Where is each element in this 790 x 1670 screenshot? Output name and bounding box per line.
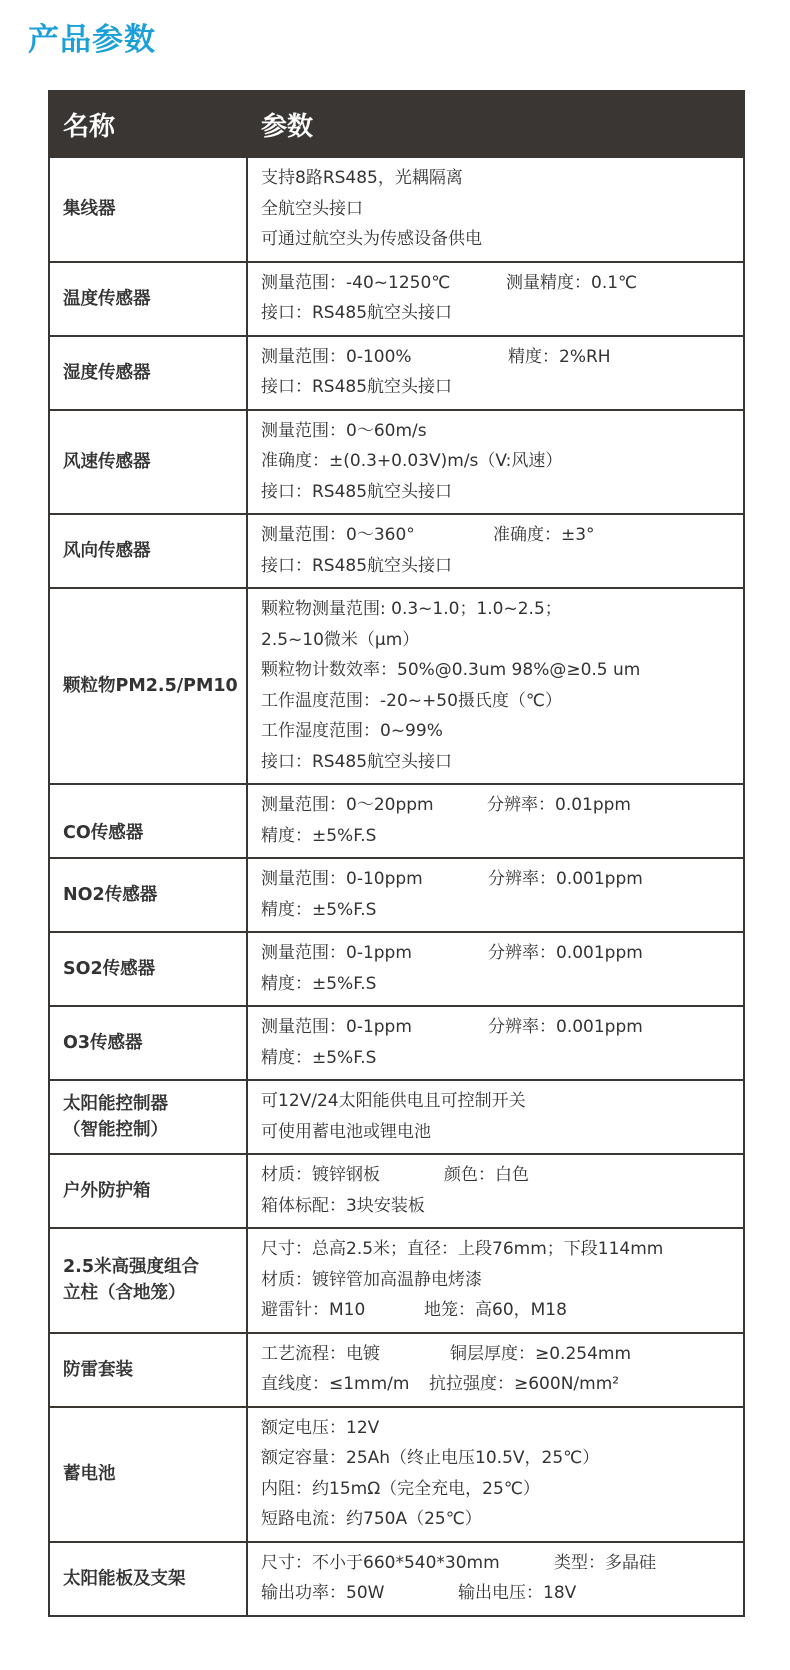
param-line — [261, 1086, 737, 1117]
row-name-cell — [49, 932, 247, 1006]
param-text: 测量范围：0-10ppm — [261, 869, 423, 889]
row-name: SO2传感器 — [63, 959, 156, 979]
row-name-cell — [49, 514, 247, 588]
row-name-cell — [49, 1542, 247, 1616]
column-header-param: 参数 — [247, 91, 744, 157]
param-text: 接口：RS485航空头接口 — [261, 377, 453, 397]
param-text: 可使用蓄电池或锂电池 — [261, 1121, 431, 1142]
param-line — [261, 1012, 737, 1043]
param-text: 额定容量：25Ah（终止电压10.5V，25℃） — [261, 1448, 600, 1468]
table-body — [49, 157, 744, 1616]
row-name: 立柱（含地笼） — [63, 1283, 186, 1304]
param-text: 测量范围：-40~1250℃ — [261, 272, 451, 293]
row-name: NO2传感器 — [63, 885, 158, 905]
param-text: 颜色：白色 — [444, 1165, 529, 1185]
row-name: 湿度传感器 — [63, 362, 151, 383]
param-line — [261, 686, 737, 717]
row-name: 2.5米高强度组合 — [63, 1257, 200, 1278]
param-line — [261, 1474, 737, 1505]
page-title: 产品参数 — [28, 22, 156, 58]
param-text: 分辨率：0.001ppm — [488, 869, 643, 889]
param-text: 输出功率：50W — [261, 1583, 385, 1603]
row-value-cell — [247, 157, 744, 262]
param-line — [261, 655, 737, 686]
param-line — [261, 1339, 737, 1370]
param-text: 材质：镀锌钢板 — [261, 1165, 380, 1185]
param-text: 测量范围：0～360° — [261, 525, 415, 545]
param-line — [261, 716, 737, 747]
param-line — [261, 625, 737, 656]
param-text: 测量精度：0.1℃ — [506, 272, 638, 293]
param-text: 接口：RS485航空头接口 — [261, 303, 453, 323]
row-value-cell — [247, 932, 744, 1006]
table-row — [49, 262, 744, 336]
param-text: 精度：±5%F.S — [261, 973, 377, 994]
param-text: 接口：RS485航空头接口 — [261, 555, 453, 576]
param-line — [261, 1265, 737, 1296]
row-name: 颗粒物PM2.5/PM10 — [63, 676, 238, 696]
param-line — [261, 747, 737, 778]
param-text: 避雷针：M10 — [261, 1300, 366, 1320]
param-line — [261, 594, 737, 625]
param-line — [261, 1117, 737, 1148]
row-name: （智能控制） — [63, 1120, 168, 1140]
param-text: 精度：2%RH — [508, 346, 611, 367]
param-text: 可12V/24太阳能供电且可控制开关 — [261, 1091, 526, 1111]
param-line — [261, 477, 737, 508]
param-text: 输出电压：18V — [458, 1583, 577, 1603]
param-line — [261, 1234, 737, 1265]
row-value-cell — [247, 784, 744, 858]
row-name-cell — [49, 784, 247, 858]
param-text: 内阻：约15mΩ（完全充电，25℃） — [261, 1478, 540, 1499]
row-name-cell — [49, 336, 247, 410]
table-row — [49, 1154, 744, 1228]
row-name-cell — [49, 858, 247, 932]
table-row — [49, 858, 744, 932]
param-text: 精度：±5%F.S — [261, 899, 377, 920]
param-text: 铜层厚度：≥0.254mm — [450, 1343, 632, 1364]
param-text: 2.5~10微米（μm） — [261, 629, 420, 650]
param-line — [261, 895, 737, 926]
param-line — [261, 342, 737, 373]
row-name: 防雷套装 — [63, 1359, 133, 1380]
table-row — [49, 588, 744, 784]
parameters-table — [48, 90, 745, 1617]
param-text: 抗拉强度：≥600N/mm² — [429, 1374, 620, 1394]
param-text: 测量范围：0-1ppm — [261, 1017, 412, 1037]
param-text: 准确度：±(0.3+0.03V)m/s（V:风速） — [261, 451, 563, 471]
param-text: 接口：RS485航空头接口 — [261, 751, 453, 772]
param-text: 准确度：±3° — [493, 525, 595, 545]
row-value-cell — [247, 858, 744, 932]
table-row — [49, 932, 744, 1006]
param-line — [261, 1413, 737, 1444]
param-text: 测量范围：0～60m/s — [261, 420, 427, 441]
row-value-cell — [247, 1333, 744, 1407]
param-text: 精度：±5%F.S — [261, 1047, 377, 1068]
table-row — [49, 157, 744, 262]
row-value-cell — [247, 1228, 744, 1333]
row-name-cell — [49, 1080, 247, 1154]
row-value-cell — [247, 1080, 744, 1154]
row-name-cell — [49, 1228, 247, 1333]
param-line — [261, 163, 737, 194]
param-text: 全航空头接口 — [261, 198, 363, 219]
param-line — [261, 938, 737, 969]
table-row — [49, 1006, 744, 1080]
row-name-cell — [49, 410, 247, 515]
param-line — [261, 821, 737, 852]
param-line — [261, 969, 737, 1000]
row-name-cell — [49, 588, 247, 784]
table-row — [49, 514, 744, 588]
param-line — [261, 864, 737, 895]
row-name: 户外防护箱 — [63, 1181, 151, 1201]
row-name-cell — [49, 1333, 247, 1407]
table-row — [49, 1333, 744, 1407]
param-line — [261, 1578, 737, 1609]
param-text: 测量范围：0～20ppm — [261, 795, 434, 815]
row-name: 集线器 — [63, 199, 116, 220]
row-value-cell — [247, 262, 744, 336]
param-text: 可通过航空头为传感设备供电 — [261, 229, 482, 249]
row-name-cell — [49, 157, 247, 262]
param-line — [261, 551, 737, 582]
param-text: 短路电流：约750A（25℃） — [261, 1509, 482, 1529]
row-value-cell — [247, 588, 744, 784]
param-text: 精度：±5%F.S — [261, 825, 377, 846]
param-text: 测量范围：0-1ppm — [261, 943, 412, 963]
param-line — [261, 224, 737, 255]
param-line — [261, 1191, 737, 1222]
param-line — [261, 520, 737, 551]
param-text: 尺寸：不小于660*540*30mm — [261, 1552, 500, 1573]
param-line — [261, 1295, 737, 1326]
table-header-row — [49, 91, 744, 157]
table-row — [49, 336, 744, 410]
param-line — [261, 1504, 737, 1535]
row-name: 太阳能控制器 — [63, 1094, 168, 1114]
row-value-cell — [247, 1154, 744, 1228]
row-name-cell — [49, 1407, 247, 1542]
column-header-name: 名称 — [49, 91, 247, 157]
row-name: 风向传感器 — [63, 541, 151, 561]
param-text: 尺寸：总高2.5米；直径：上段76mm；下段114mm — [261, 1239, 664, 1259]
param-text: 颗粒物计数效率：50%@0.3um 98%@≥0.5 um — [261, 660, 641, 680]
row-value-cell — [247, 1407, 744, 1542]
param-line — [261, 298, 737, 329]
row-value-cell — [247, 336, 744, 410]
param-text: 地笼：高60，M18 — [424, 1300, 567, 1320]
row-name: O3传感器 — [63, 1033, 143, 1053]
row-name: 太阳能板及支架 — [63, 1568, 186, 1589]
param-line — [261, 1548, 737, 1579]
table-row — [49, 784, 744, 858]
param-text: 支持8路RS485，光耦隔离 — [261, 168, 463, 188]
param-line — [261, 268, 737, 299]
param-line — [261, 790, 737, 821]
param-line — [261, 194, 737, 225]
param-text: 分辨率：0.001ppm — [488, 943, 643, 963]
table-row — [49, 1228, 744, 1333]
param-text: 分辨率：0.01ppm — [487, 795, 631, 815]
param-text: 颗粒物测量范围: 0.3~1.0；1.0~2.5； — [261, 599, 562, 619]
param-text: 测量范围：0-100% — [261, 346, 412, 367]
param-text: 分辨率：0.001ppm — [488, 1017, 643, 1037]
row-name: 温度传感器 — [63, 288, 151, 309]
param-line — [261, 1043, 737, 1074]
row-value-cell — [247, 514, 744, 588]
param-text: 工艺流程：电镀 — [261, 1343, 380, 1364]
row-name-cell — [49, 1154, 247, 1228]
param-text: 接口：RS485航空头接口 — [261, 481, 453, 502]
param-line — [261, 1160, 737, 1191]
param-line — [261, 372, 737, 403]
param-text: 额定电压：12V — [261, 1417, 380, 1438]
table-row — [49, 1542, 744, 1616]
param-text: 类型：多晶硅 — [554, 1552, 656, 1573]
param-line — [261, 416, 737, 447]
param-text: 工作温度范围：-20~+50摄氏度（℃） — [261, 690, 562, 711]
row-name: 蓄电池 — [63, 1464, 116, 1484]
row-name: 风速传感器 — [63, 451, 151, 472]
table-row — [49, 1080, 744, 1154]
table-row — [49, 410, 744, 515]
row-name-cell — [49, 262, 247, 336]
row-value-cell — [247, 410, 744, 515]
row-name: CO传感器 — [63, 823, 144, 843]
param-line — [261, 446, 737, 477]
row-name-cell — [49, 1006, 247, 1080]
row-value-cell — [247, 1542, 744, 1616]
param-text: 箱体标配：3块安装板 — [261, 1195, 425, 1216]
row-value-cell — [247, 1006, 744, 1080]
param-line — [261, 1443, 737, 1474]
param-text: 工作湿度范围：0~99% — [261, 721, 443, 741]
param-line — [261, 1369, 737, 1400]
table-row — [49, 1407, 744, 1542]
param-text: 直线度：≤1mm/m — [261, 1374, 410, 1394]
param-text: 材质：镀锌管加高温静电烤漆 — [261, 1269, 482, 1290]
